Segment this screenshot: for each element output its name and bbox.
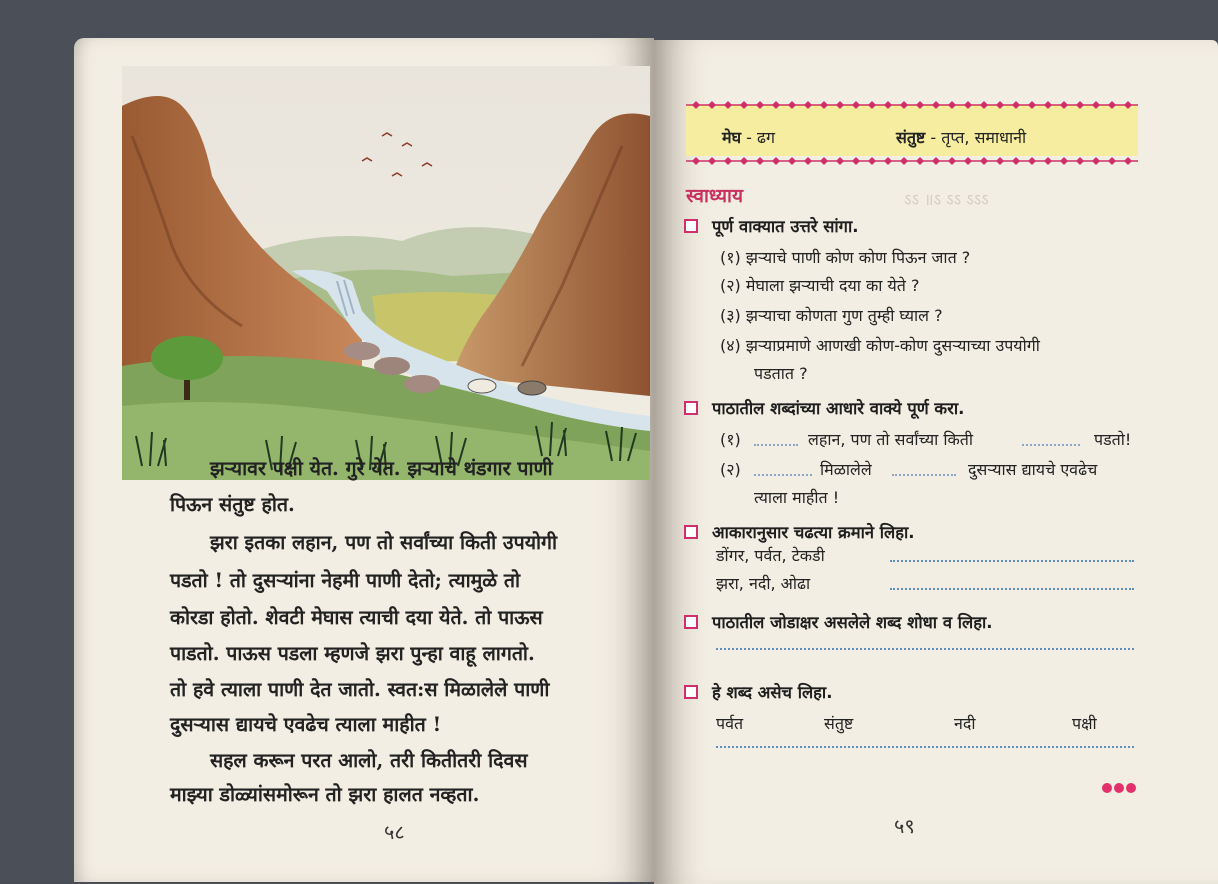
vocab-separator: - bbox=[741, 128, 757, 147]
exercise-heading: स्वाध्याय bbox=[686, 185, 743, 207]
checkbox-icon bbox=[684, 615, 698, 629]
answer-line[interactable] bbox=[716, 648, 1134, 650]
vocabulary-box bbox=[686, 104, 1138, 156]
question-title: पाठातील जोडाक्षर असलेले शब्द शोधा व लिहा. bbox=[712, 613, 993, 632]
blank-line[interactable] bbox=[892, 474, 956, 476]
question-title: पाठातील शब्दांच्या आधारे वाक्ये पूर्ण करा. bbox=[712, 399, 965, 418]
story-line: दुसऱ्यास द्यायचे एवढेच त्याला माहीत ! bbox=[170, 713, 442, 736]
question-5 bbox=[684, 680, 832, 703]
answer-line[interactable] bbox=[890, 560, 1134, 562]
vocab-word: मेघ bbox=[722, 128, 742, 147]
page-number: ५९ bbox=[894, 814, 915, 838]
blank-line[interactable] bbox=[1022, 444, 1080, 446]
question-3 bbox=[684, 520, 915, 543]
question-title: पूर्ण वाक्यात उत्तरे सांगा. bbox=[712, 217, 859, 236]
checkbox-icon bbox=[684, 401, 698, 415]
copy-word: संतुष्ट bbox=[824, 714, 854, 733]
background-top bbox=[0, 0, 1218, 40]
story-line: पडतो ! तो दुसऱ्यांना नेहमी पाणी देतो; त्यामुळे तो bbox=[170, 569, 521, 592]
question-1 bbox=[684, 214, 859, 237]
story-line: माझ्या डोळ्यांसमोरून तो झरा हालत नव्हता. bbox=[170, 783, 480, 806]
question-item: (२) मेघाला झऱ्याची दया का येते ? bbox=[720, 276, 920, 295]
vocab-meaning: तृप्त, समाधानी bbox=[941, 128, 1027, 147]
question-title: हे शब्द असेच लिहा. bbox=[712, 683, 833, 702]
blank-line[interactable] bbox=[754, 444, 798, 446]
story-line: सहल करून परत आलो, तरी कितीतरी दिवस bbox=[210, 749, 528, 772]
fill-item-text: लहान, पण तो सर्वांच्या किती bbox=[808, 430, 974, 449]
fill-item-text: दुसऱ्यास द्यायचे एवढेच bbox=[968, 460, 1098, 479]
decorative-border-top bbox=[686, 100, 1138, 110]
fill-item-text: मिळालेले bbox=[820, 460, 872, 479]
answer-line[interactable] bbox=[716, 746, 1134, 748]
order-item: झरा, नदी, ओढा bbox=[716, 574, 811, 593]
end-of-chapter-dots bbox=[1102, 778, 1138, 797]
left-page bbox=[74, 38, 654, 882]
story-line: कोरडा होतो. शेवटी मेघास त्याची दया येते. तो पाऊस bbox=[170, 606, 543, 629]
story-line: पाडतो. पाऊस पडला म्हणजे झरा पुन्हा वाहू लागतो. bbox=[170, 642, 535, 665]
question-4 bbox=[684, 610, 993, 633]
vocab-word: संतुष्ट bbox=[896, 128, 926, 147]
blank-line[interactable] bbox=[754, 474, 812, 476]
checkbox-icon bbox=[684, 685, 698, 699]
fill-item-number: (२) bbox=[720, 460, 741, 479]
story-line: पिऊन संतुष्ट होत. bbox=[170, 493, 295, 516]
question-item: (१) झऱ्याचे पाणी कोण कोण पिऊन जात ? bbox=[720, 248, 971, 267]
fill-item-text: पडतो! bbox=[1094, 430, 1132, 449]
copy-word: पक्षी bbox=[1072, 714, 1097, 733]
bleed-through-text: ऽऽ ॥ऽ ऽऽ ऽऽऽ bbox=[904, 190, 989, 209]
question-item: (४) झऱ्याप्रमाणे आणखी कोण-कोण दुसऱ्याच्या उपयोगी bbox=[720, 336, 1040, 355]
checkbox-icon bbox=[684, 219, 698, 233]
right-page bbox=[654, 40, 1218, 884]
order-item: डोंगर, पर्वत, टेकडी bbox=[716, 546, 825, 565]
question-title: आकारानुसार चढत्या क्रमाने लिहा. bbox=[712, 523, 915, 542]
vocab-meaning: ढग bbox=[756, 128, 776, 147]
copy-word: नदी bbox=[954, 714, 976, 733]
copy-word: पर्वत bbox=[716, 714, 744, 733]
page-number: ५८ bbox=[384, 820, 405, 844]
fill-item-text: त्याला माहीत ! bbox=[754, 488, 840, 507]
vocab-separator: - bbox=[925, 128, 942, 147]
fill-item-number: (१) bbox=[720, 430, 741, 449]
decorative-border-bottom bbox=[686, 156, 1138, 166]
question-2 bbox=[684, 396, 964, 419]
background-left bbox=[0, 0, 76, 882]
vocab-entry bbox=[896, 126, 1026, 148]
vocab-entry bbox=[722, 126, 775, 148]
story-line: झरा इतका लहान, पण तो सर्वांच्या किती उपयोगी bbox=[210, 531, 558, 554]
question-item: पडतात ? bbox=[754, 364, 808, 383]
answer-line[interactable] bbox=[890, 588, 1134, 590]
checkbox-icon bbox=[684, 525, 698, 539]
story-line: तो हवे त्याला पाणी देत जातो. स्वत:स मिळालेले पाणी bbox=[170, 678, 550, 701]
story-line: झऱ्यावर पक्षी येत. गुरे येत. झऱ्याचे थंडगार पाणी bbox=[210, 457, 553, 480]
waterfall-illustration bbox=[122, 66, 650, 480]
question-item: (३) झऱ्याचा कोणता गुण तुम्ही घ्याल ? bbox=[720, 306, 943, 325]
